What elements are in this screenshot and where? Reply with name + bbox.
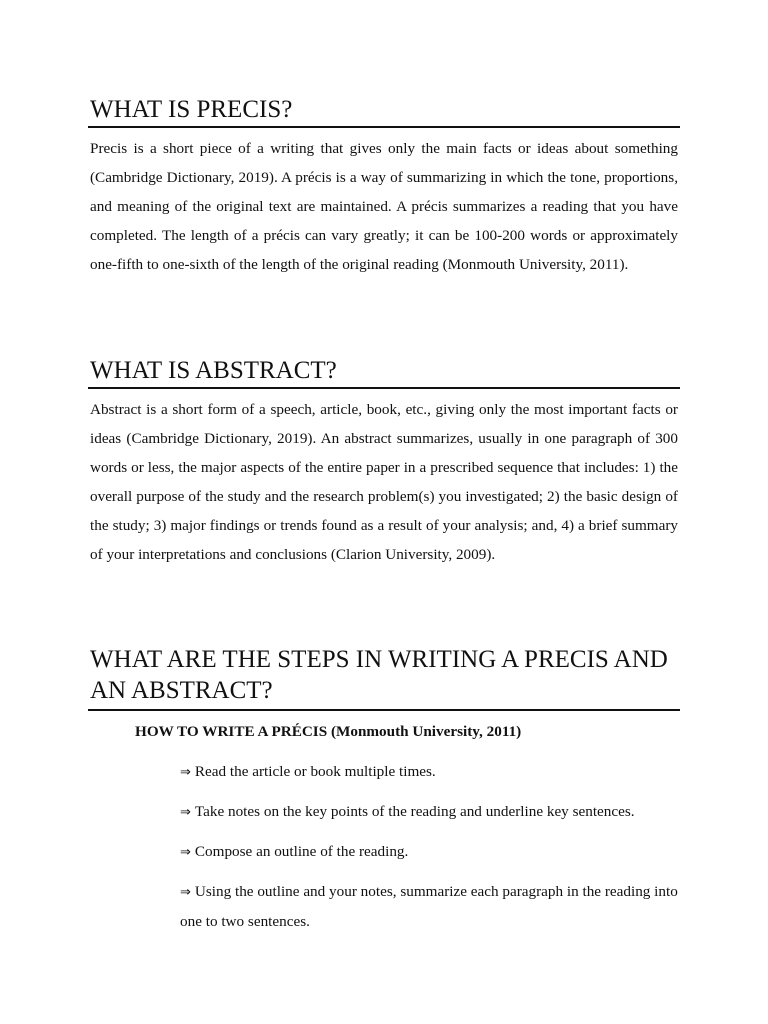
heading-what-is-precis: WHAT IS PRECIS? xyxy=(90,96,293,123)
right-double-arrow-icon: ⇒ xyxy=(180,845,191,860)
list-item xyxy=(180,797,680,827)
right-double-arrow-icon: ⇒ xyxy=(180,805,191,820)
heading-rule-abstract xyxy=(88,387,680,389)
right-double-arrow-icon: ⇒ xyxy=(180,885,191,900)
list-item xyxy=(180,757,680,787)
list-item-text: Take notes on the key points of the reading and underline key sentences. xyxy=(194,803,635,820)
list-item xyxy=(180,877,680,936)
paragraph-abstract: Abstract is a short form of a speech, article, book, etc., giving only the most important facts or ideas (Cambridge Dictionary, 2019). An abstract summarizes, usually in one paragraph of 300 words or less, the major aspects of the entire paper in a prescribed sequence that includes: 1) the overall purpose of the study and the research problem(s) you investigated; 2) the basic design of the study; 3) major findings or trends found as a result of your analysis; and, 4) a brief summary of your interpretations and conclusions (Clarion University, 2009). xyxy=(90,401,678,563)
list-item-text: Using the outline and your notes, summarize each paragraph in the reading into one to two sentences. xyxy=(180,883,678,930)
list-item-text: Read the article or book multiple times. xyxy=(194,763,436,780)
heading-rule-steps xyxy=(88,709,680,711)
heading-rule-precis xyxy=(88,126,680,128)
list-item xyxy=(180,837,680,867)
list-item-text: Compose an outline of the reading. xyxy=(194,843,409,860)
heading-steps: WHAT ARE THE STEPS IN WRITING A PRECIS AND AN ABSTRACT? xyxy=(90,646,668,704)
subheading-how-to-write-precis: HOW TO WRITE A PRÉCIS (Monmouth University, 2011) xyxy=(135,723,522,740)
heading-what-is-abstract: WHAT IS ABSTRACT? xyxy=(90,357,337,384)
paragraph-precis: Precis is a short piece of a writing that gives only the main facts or ideas about something (Cambridge Dictionary, 2019). A précis is a way of summarizing in which the tone, proportions, and meaning of the original text are maintained. A précis summarizes a reading that you have completed. The length of a précis can vary greatly; it can be 100-200 words or approximately one-fifth to one-sixth of the length of the original reading (Monmouth University, 2011). xyxy=(90,140,678,273)
right-double-arrow-icon: ⇒ xyxy=(180,765,191,780)
